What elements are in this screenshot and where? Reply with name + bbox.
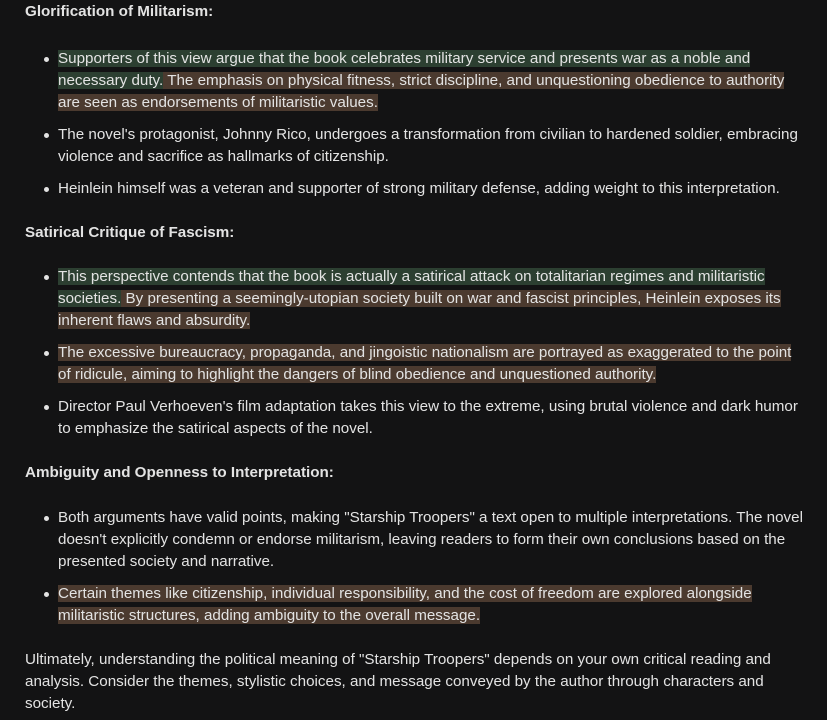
list-item [25, 124, 803, 168]
list-item [25, 342, 803, 386]
bullet-list-satire [25, 266, 805, 440]
list-item [25, 178, 803, 200]
list-item-text: Director Paul Verhoeven's film adaptation takes this view to the extreme, using brutal violence and dark humor to emphasize the satirical aspects of the novel. [58, 398, 798, 437]
list-item [25, 266, 803, 332]
list-item [25, 507, 803, 573]
bullet-list-glorification [25, 48, 805, 200]
list-item-text: Both arguments have valid points, making "Starship Troopers" a text open to multiple interpretations. The novel doesn't explicitly condemn or endorse militarism, leaving readers to form their own conclusions based on the presented society and narrative. [58, 509, 803, 570]
response-content [25, 0, 805, 715]
highlight-green[interactable]: Supporters of this view argue that the book celebrates military service and presents war as a noble and necessary duty. [58, 50, 751, 89]
list-item-text: The novel's protagonist, Johnny Rico, undergoes a transformation from civilian to hardened soldier, embracing violence and sacrifice as hallmarks of citizenship. [58, 126, 798, 165]
section-title-ambiguity: Ambiguity and Openness to Interpretation: [25, 464, 334, 481]
bullet-list-ambiguity [25, 507, 805, 627]
highlight-green[interactable]: This perspective contends that the book is actually a satirical attack on totalitarian regimes and militaristic societies. [58, 268, 765, 307]
highlight-brown[interactable]: The excessive bureaucracy, propaganda, and jingoistic nationalism are portrayed as exaggerated to the point of ridicule, aiming to highlight the dangers of blind obedience and unquestioned authority. [58, 344, 792, 383]
highlight-brown[interactable]: By presenting a seemingly-utopian society built on war and fascist principles, Heinlein exposes its inherent flaws and absurdity. [58, 290, 781, 329]
list-item [25, 583, 803, 627]
section-title-glorification: Glorification of Militarism: [25, 3, 214, 20]
conclusion-paragraph: Ultimately, understanding the political meaning of "Starship Troopers" depends on your own critical reading and analysis. Consider the themes, stylistic choices, and message conveyed by the author through characters and society. [25, 651, 771, 712]
list-item-text: Heinlein himself was a veteran and supporter of strong military defense, adding weight to this interpretation. [58, 180, 780, 197]
list-item [25, 48, 803, 114]
highlight-brown[interactable]: Certain themes like citizenship, individual responsibility, and the cost of freedom are explored alongside militaristic structures, adding ambiguity to the overall message. [58, 585, 752, 624]
highlight-brown[interactable]: The emphasis on physical fitness, strict discipline, and unquestioning obedience to authority are seen as endorsements of militaristic values. [58, 72, 785, 111]
section-title-satire: Satirical Critique of Fascism: [25, 224, 235, 241]
list-item [25, 396, 803, 440]
